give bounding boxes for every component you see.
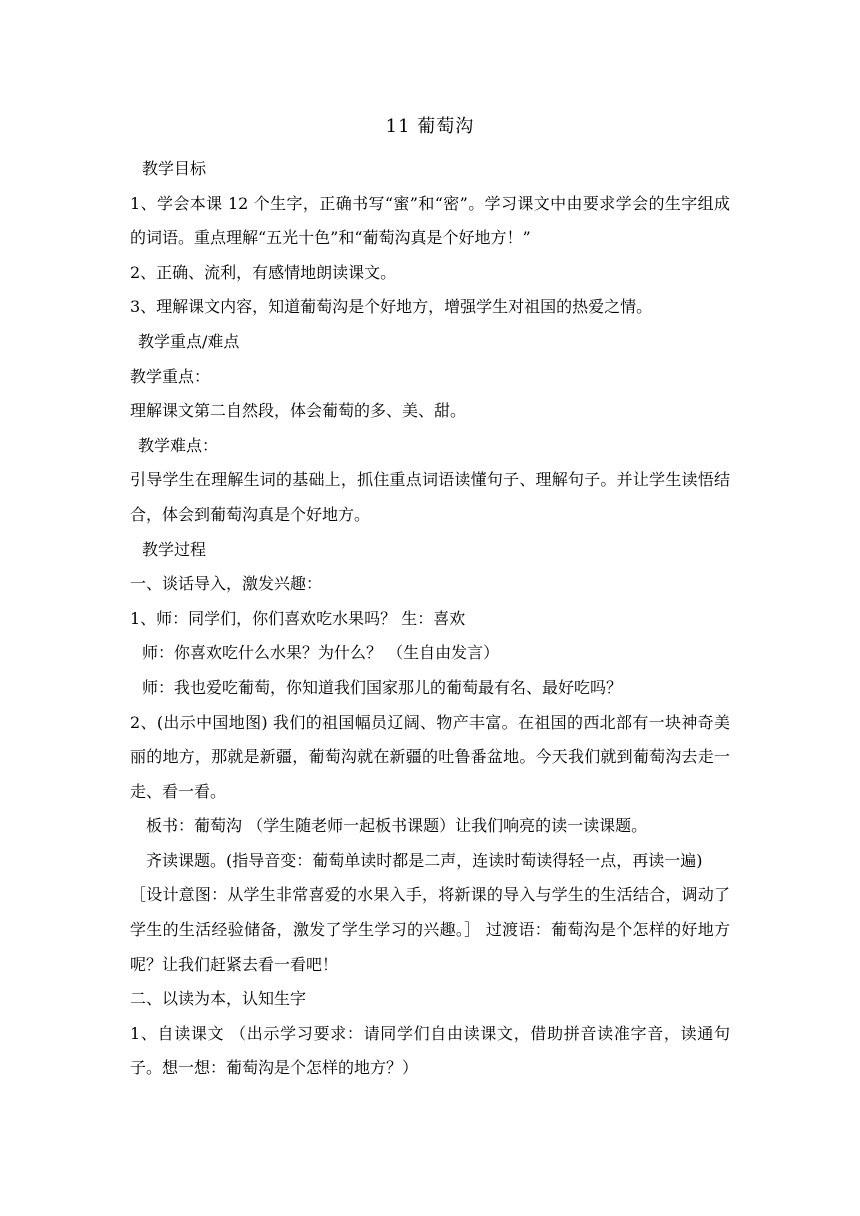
difficult-heading: 教学难点： (138, 435, 219, 455)
section-heading-1: 一、谈话导入，激发兴趣： (130, 574, 323, 594)
page-title: 11 葡萄沟 (385, 116, 475, 137)
goal-item-3: 3、理解课文内容，知道葡萄沟是个好地方，增强学生对祖国的热爱之情。 (130, 297, 653, 317)
goals-heading: 教学目标 (142, 159, 207, 178)
goal-item-2: 2、正确、流利，有感情地朗读课文。 (130, 262, 397, 282)
key-heading: 教学重点： (130, 366, 211, 386)
section-1-item-1: 1、师：同学们，你们喜欢吃水果吗？ 生：喜欢 (130, 608, 466, 628)
section-1-read-title: 齐读课题。(指导音变：葡萄单读时都是二声，连读时萄读得轻一点，再读一遍) (146, 850, 703, 870)
section-1-item-2: 2、(出示中国地图) 我们的祖国幅员辽阔、物产丰富。在祖国的西北部有一块神奇美丽的地方，那就是新疆，葡萄沟就在新疆的吐鲁番盆地。今天我们就到葡萄沟去走一走、看一看。 (130, 712, 730, 801)
section-1-board-writing: 板书：葡萄沟 （学生随老师一起板书课题）让我们响亮的读一读课题。 (146, 816, 648, 836)
section-1-design-intent: ［设计意图：从学生非常喜爱的水果入手，将新课的导入与学生的生活结合，调动了学生的生活经验储备，激发了学生学习的兴趣。］ 过渡语：葡萄沟是个怎样的好地方呢？让我们赶紧去看一看吧！ (130, 885, 730, 974)
section-1-teacher-grapes: 师：我也爱吃葡萄，你知道我们国家那儿的葡萄最有名、最好吃吗？ (142, 677, 623, 697)
goal-item-1: 1、学会本课 12 个生字，正确书写“蜜”和“密”。学习课文中由要求学会的生字组成的词语。重点理解“五光十色”和“葡萄沟真是个好地方！” (130, 193, 730, 248)
section-2-item-1: 1、自读课文 （出示学习要求：请同学们自由读课文，借助拼音读准字音，读通句子。想一想：葡萄沟是个怎样的地方？） (130, 1023, 730, 1078)
lesson-body (130, 152, 730, 1086)
section-1-teacher-question: 师：你喜欢吃什么水果？为什么？ （生自由发言） (142, 643, 500, 663)
key-text: 理解课文第二自然段，体会葡萄的多、美、甜。 (130, 401, 467, 421)
section-heading-2: 二、以读为本，认知生字 (130, 989, 307, 1009)
process-heading: 教学过程 (142, 539, 207, 559)
difficult-text: 引导学生在理解生词的基础上，抓住重点词语读懂句子、理解句子。并让学生读悟结合，体会到葡萄沟真是个好地方。 (130, 470, 730, 524)
key-difficult-heading: 教学重点/难点 (138, 331, 240, 351)
